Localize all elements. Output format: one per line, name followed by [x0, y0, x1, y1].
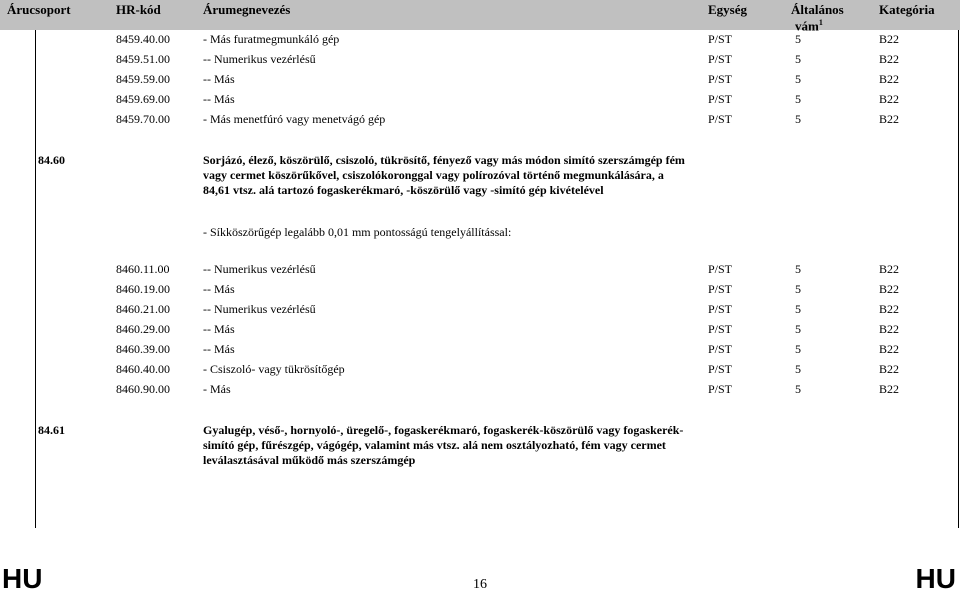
- group-heading-8460: Sorjázó, élező, köszörülő, csiszoló, tükrösítő, fényező vagy más módon simító szerszámgép fém vagy cermet köszörűkővel, csiszolókoronggal vagy polírozóval történő megmunkálására, a 84,61 vtsz. alá tartozó fogaskerékmaró, -köszörülő vagy -simító gép kivételével: [203, 153, 685, 197]
- row-desc: -- Más: [203, 342, 235, 356]
- group-code-8460: 84.60: [38, 153, 65, 167]
- row-unit: P/ST: [708, 112, 733, 126]
- row-desc: -- Más: [203, 92, 235, 106]
- row-category: B22: [879, 342, 900, 356]
- row-rate: 5: [795, 92, 801, 106]
- row-desc: - Más menetfúró vagy menetvágó gép: [203, 112, 386, 126]
- row-desc: -- Más: [203, 322, 235, 336]
- row-desc: -- Más: [203, 282, 235, 296]
- row-category: B22: [879, 302, 900, 316]
- header-arumegnevezes: Árumegnevezés: [203, 2, 291, 17]
- row-category: B22: [879, 112, 900, 126]
- header-arucsoport: Árucsoport: [7, 2, 71, 17]
- row-rate: 5: [795, 302, 801, 316]
- header-hr-kod: HR-kód: [116, 2, 161, 17]
- row-rate: 5: [795, 32, 801, 46]
- row-rate: 5: [795, 282, 801, 296]
- table-header: [0, 0, 960, 34]
- row-desc: - Csiszoló- vagy tükrösítőgép: [203, 362, 345, 376]
- row-code: 8459.70.00: [116, 112, 170, 126]
- header-kategoria: Kategória: [879, 2, 935, 17]
- row-category: B22: [879, 262, 900, 276]
- row-category: B22: [879, 362, 900, 376]
- header-egyseg: Egység: [708, 2, 747, 17]
- row-rate: 5: [795, 382, 801, 396]
- row-unit: P/ST: [708, 52, 733, 66]
- row-unit: P/ST: [708, 362, 733, 376]
- row-desc: - Más furatmegmunkáló gép: [203, 32, 340, 46]
- row-unit: P/ST: [708, 382, 733, 396]
- group-code-8461: 84.61: [38, 423, 65, 437]
- row-rate: 5: [795, 362, 801, 376]
- row-unit: P/ST: [708, 282, 733, 296]
- row-desc: -- Numerikus vezérlésű: [203, 52, 316, 66]
- row-rate: 5: [795, 322, 801, 336]
- column-border-left: [35, 30, 36, 528]
- row-category: B22: [879, 92, 900, 106]
- row-code: 8460.40.00: [116, 362, 170, 376]
- row-rate: 5: [795, 262, 801, 276]
- row-code: 8460.11.00: [116, 262, 170, 276]
- row-unit: P/ST: [708, 322, 733, 336]
- row-unit: P/ST: [708, 302, 733, 316]
- row-rate: 5: [795, 52, 801, 66]
- row-rate: 5: [795, 72, 801, 86]
- row-category: B22: [879, 322, 900, 336]
- row-code: 8460.19.00: [116, 282, 170, 296]
- row-unit: P/ST: [708, 92, 733, 106]
- column-border-right: [958, 30, 959, 528]
- row-rate: 5: [795, 112, 801, 126]
- row-desc: -- Numerikus vezérlésű: [203, 302, 316, 316]
- row-code: 8460.39.00: [116, 342, 170, 356]
- subheading-sikkoszorugep: - Síkköszörűgép legalább 0,01 mm pontosságú tengelyállítással:: [203, 225, 512, 239]
- row-category: B22: [879, 52, 900, 66]
- footer-country-code-left: HU: [2, 563, 43, 594]
- row-code: 8459.51.00: [116, 52, 170, 66]
- row-code: 8460.90.00: [116, 382, 170, 396]
- footer-country-code-right: HU: [915, 563, 956, 594]
- group-heading-8461: Gyalugép, véső-, hornyoló-, üregelő-, fogaskerékmaró, fogaskerék-köszörülő vagy fogaskerék-simító gép, fűrészgép, vágógép, valamint más vtsz. alá nem osztályozható, fém vagy cermet leválasztásával működő más szerszámgép: [203, 423, 684, 467]
- row-category: B22: [879, 72, 900, 86]
- header-vam-text: vám: [795, 18, 819, 34]
- row-unit: P/ST: [708, 262, 733, 276]
- row-desc: -- Más: [203, 72, 235, 86]
- row-code: 8459.69.00: [116, 92, 170, 106]
- header-vam: [795, 16, 823, 33]
- row-category: B22: [879, 32, 900, 46]
- row-code: 8459.40.00: [116, 32, 170, 46]
- row-category: B22: [879, 282, 900, 296]
- page-number: 16: [473, 577, 487, 592]
- row-code: 8460.21.00: [116, 302, 170, 316]
- row-code: 8459.59.00: [116, 72, 170, 86]
- row-desc: -- Numerikus vezérlésű: [203, 262, 316, 276]
- row-desc: - Más: [203, 382, 231, 396]
- row-unit: P/ST: [708, 342, 733, 356]
- header-footnote-mark: 1: [818, 18, 823, 27]
- row-unit: P/ST: [708, 72, 733, 86]
- header-altalanos: Általános: [791, 2, 844, 17]
- row-category: B22: [879, 382, 900, 396]
- row-rate: 5: [795, 342, 801, 356]
- row-code: 8460.29.00: [116, 322, 170, 336]
- row-unit: P/ST: [708, 32, 733, 46]
